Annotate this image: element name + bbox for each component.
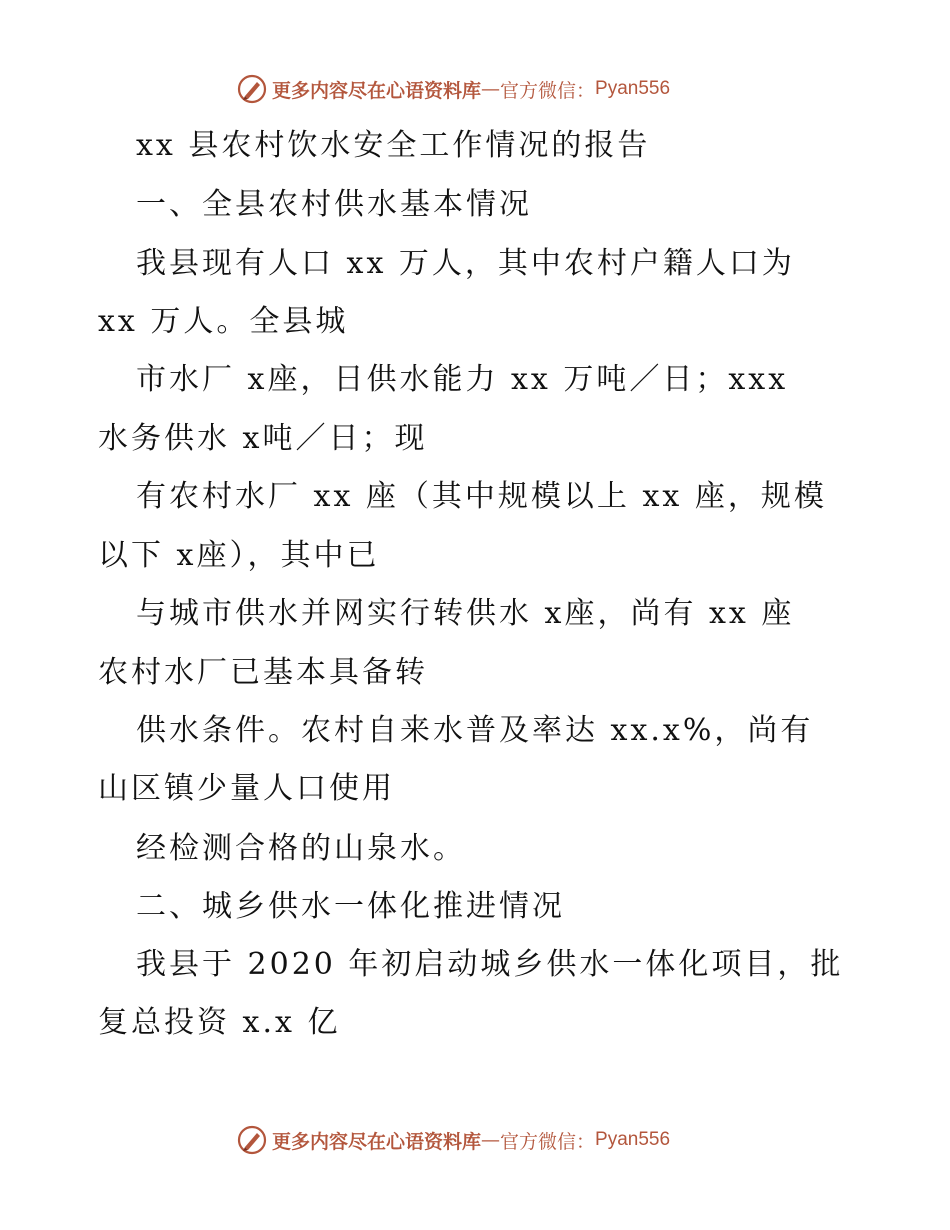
- paragraph-line: 我县于 2020 年初启动城乡供水一体化项目，批: [136, 947, 844, 982]
- wechat-label: 官方微信：: [500, 79, 596, 102]
- watermark-dash: —: [481, 1129, 501, 1151]
- wechat-id: Pyan556: [595, 1129, 671, 1150]
- paragraph-line: 复总投资 x.x 亿: [98, 1005, 341, 1040]
- watermark-text: 更多内容尽在心语资料库: [272, 1130, 482, 1153]
- wechat-id: Pyan556: [595, 78, 671, 99]
- paragraph-line: 市水厂 x座，日供水能力 xx 万吨／日；xxx: [136, 362, 789, 397]
- header-watermark: [236, 72, 670, 106]
- paragraph-line: xx 万人。全县城: [98, 304, 349, 339]
- section-heading: 一、全县农村供水基本情况: [136, 187, 532, 222]
- paragraph-line: 农村水厂已基本具备转: [98, 655, 428, 690]
- wechat-label: 官方微信：: [500, 1130, 596, 1153]
- footer-watermark: [236, 1123, 670, 1157]
- pen-logo-icon: [236, 1124, 268, 1156]
- section-heading: 二、城乡供水一体化推进情况: [136, 889, 565, 924]
- document-title: xx 县农村饮水安全工作情况的报告: [136, 128, 651, 163]
- paragraph-line: 我县现有人口 xx 万人，其中农村户籍人口为: [136, 246, 795, 281]
- paragraph-line: 经检测合格的山泉水。: [136, 831, 466, 866]
- watermark-text: 更多内容尽在心语资料库: [272, 79, 482, 102]
- paragraph-line: 供水条件。农村自来水普及率达 xx.x%，尚有: [136, 713, 814, 748]
- paragraph-line: 与城市供水并网实行转供水 x座，尚有 xx 座: [136, 596, 795, 631]
- paragraph-line: 山区镇少量人口使用: [98, 771, 395, 806]
- pen-logo-icon: [236, 73, 268, 105]
- watermark-dash: —: [481, 78, 501, 100]
- paragraph-line: 水务供水 x吨／日；现: [98, 421, 428, 456]
- paragraph-line: 以下 x座），其中已: [98, 538, 380, 573]
- paragraph-line: 有农村水厂 xx 座（其中规模以上 xx 座，规模: [136, 479, 827, 514]
